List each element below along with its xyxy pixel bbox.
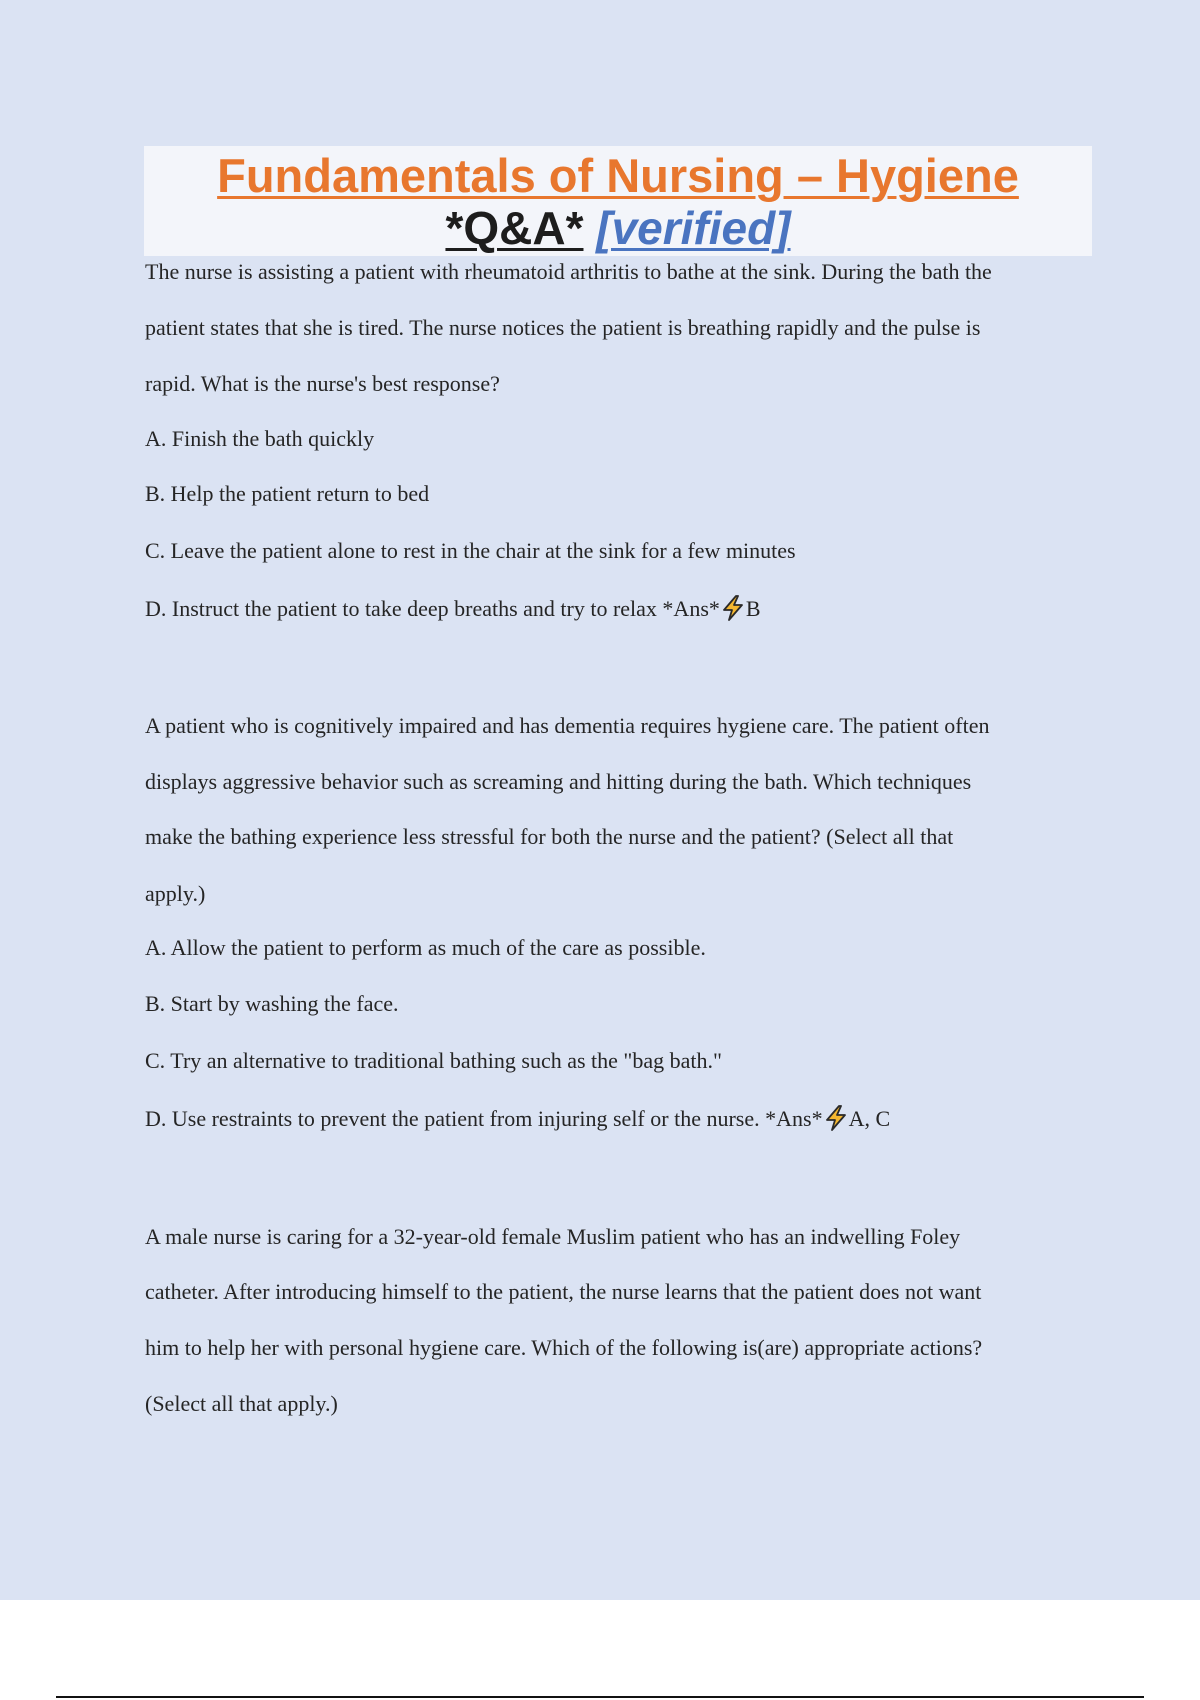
question-2-option-d: D. Use restraints to prevent the patient from injuring self or the nurse. *Ans* (145, 1106, 823, 1131)
question-3-stem-line-4: (Select all that apply.) (145, 1391, 338, 1416)
question-1-option-a: A. Finish the bath quickly (145, 426, 375, 451)
question-1-stem-line-2: patient states that she is tired. The nurse notices the patient is breathing rapidly and the pulse is (145, 315, 981, 340)
question-3-stem-line-1: A male nurse is caring for a 32-year-old female Muslim patient who has an indwelling Foley (145, 1224, 961, 1249)
page-divider (56, 1696, 1144, 1698)
question-2-option-a: A. Allow the patient to perform as much of the care as possible. (145, 935, 706, 960)
question-2-stem-line-1: A patient who is cognitively impaired and has dementia requires hygiene care. The patient often (145, 713, 990, 738)
lightning-bolt-icon (824, 1105, 848, 1131)
question-1-option-b: B. Help the patient return to bed (145, 481, 430, 506)
question-1-answer: B (745, 596, 761, 621)
question-3-stem-line-3: him to help her with personal hygiene care. Which of the following is(are) appropriate actions? (145, 1335, 983, 1360)
lightning-bolt-icon (721, 595, 745, 621)
question-2-option-d-line (145, 1104, 890, 1134)
question-2-stem-line-3: make the bathing experience less stressful for both the nurse and the patient? (Select all that (145, 824, 954, 849)
question-2-answer: A, C (848, 1106, 891, 1131)
question-1-option-d: D. Instruct the patient to take deep breaths and try to relax *Ans* (145, 596, 720, 621)
title-qa-label: *Q&A* (445, 202, 584, 254)
question-2-stem-line-4: apply.) (145, 881, 206, 906)
question-1-option-d-line (145, 594, 761, 624)
document-title: Fundamentals of Nursing – Hygiene (217, 149, 1019, 202)
question-3-stem-line-2: catheter. After introducing himself to the patient, the nurse learns that the patient does not want (145, 1279, 982, 1304)
question-1-stem-line-3: rapid. What is the nurse's best response? (145, 371, 500, 396)
question-2-stem-line-2: displays aggressive behavior such as screaming and hitting during the bath. Which techniques (145, 769, 972, 794)
title-block (144, 146, 1092, 256)
question-1-stem-line-1: The nurse is assisting a patient with rheumatoid arthritis to bathe at the sink. During the bath the (145, 259, 992, 284)
question-1-option-c: C. Leave the patient alone to rest in the chair at the sink for a few minutes (145, 538, 796, 563)
question-2-option-c: C. Try an alternative to traditional bathing such as the "bag bath." (145, 1048, 723, 1073)
verified-label: [verified] (596, 202, 791, 254)
question-2-option-b: B. Start by washing the face. (145, 991, 399, 1016)
